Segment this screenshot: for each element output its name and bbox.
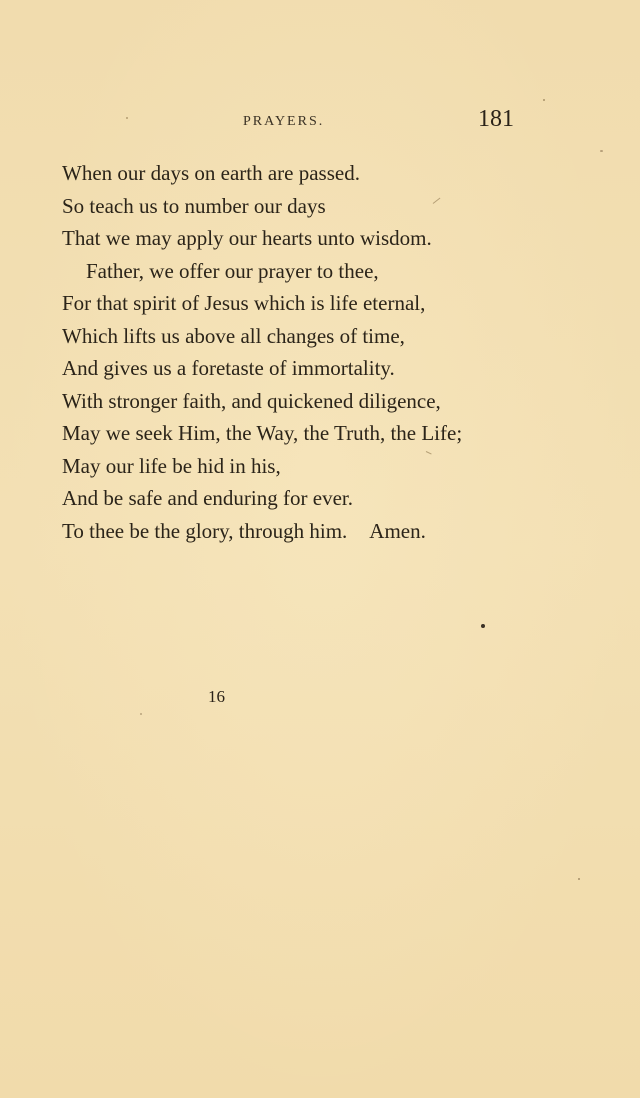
prayer-closing-line xyxy=(62,515,532,548)
prayer-line: That we may apply our hearts unto wisdom. xyxy=(62,226,432,250)
prayer-line: And be safe and enduring for ever. xyxy=(62,486,353,510)
ink-speck xyxy=(481,624,485,628)
prayer-line: So teach us to number our days xyxy=(62,193,326,218)
ink-speck xyxy=(126,117,128,119)
prayer-line: With stronger faith, and quickened diligence, xyxy=(62,388,441,413)
signature-mark: 16 xyxy=(208,687,225,706)
prayer-line: And gives us a foretaste of immortality. xyxy=(62,356,395,380)
ink-speck xyxy=(543,99,545,101)
prayer-line: When our days on earth are passed. xyxy=(62,161,360,185)
ink-speck xyxy=(578,878,580,880)
prayer-line: Which lifts us above all changes of time, xyxy=(62,323,405,348)
page-number: 181 xyxy=(478,106,514,132)
prayer-line: For that spirit of Jesus which is life eternal, xyxy=(62,291,426,315)
ink-speck xyxy=(140,713,142,715)
prayer-text xyxy=(62,157,532,547)
prayer-line: May our life be hid in his, xyxy=(62,453,281,478)
ink-speck xyxy=(600,150,603,152)
prayer-line: To thee be the glory, through him. xyxy=(62,518,348,543)
prayer-line: May we seek Him, the Way, the Truth, the Life; xyxy=(62,421,463,445)
prayer-line: Father, we offer our prayer to thee, xyxy=(86,258,379,283)
running-head-title: PRAYERS. xyxy=(243,114,325,129)
amen-word: Amen. xyxy=(369,518,426,543)
